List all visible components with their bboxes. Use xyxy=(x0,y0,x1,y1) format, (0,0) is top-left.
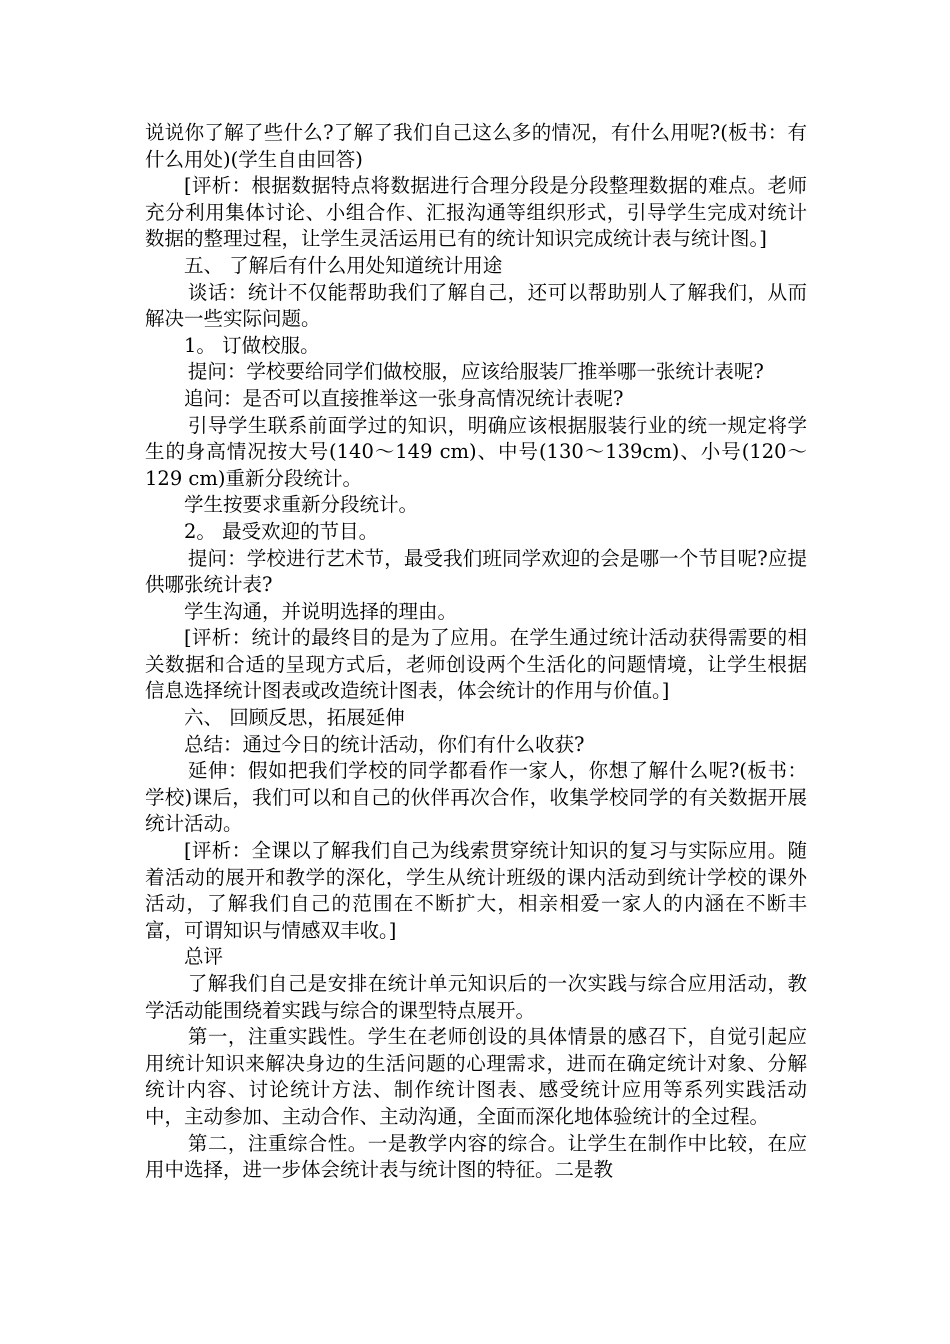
paragraph: 说说你了解了些什么?了解了我们自己这么多的情况，有什么用呢?(板书：有什么用处)(学生自由回答) xyxy=(145,121,807,171)
paragraph: 总结：通过今日的统计活动，你们有什么收获? xyxy=(184,732,585,756)
paragraph: 延伸：假如把我们学校的同学都看作一家人，你想了解什么呢?(板书：学校)课后，我们可以和自己的伙伴再次合作，收集学校同学的有关数据开展统计活动。 xyxy=(145,759,807,836)
section-heading: 六、 回顾反思，拓展延伸 xyxy=(184,706,405,730)
subsection-heading: 2。 最受欢迎的节目。 xyxy=(184,519,379,543)
subsection-heading: 1。 订做校服。 xyxy=(184,333,320,357)
document-page xyxy=(145,120,807,1184)
paragraph: 了解我们自己是安排在统计单元知识后的一次实践与综合应用活动，教学活动能围绕着实践与综合的课型特点展开。 xyxy=(145,972,807,1022)
paragraph: 学生按要求重新分段统计。 xyxy=(184,493,419,517)
paragraph: 提问：学校要给同学们做校服，应该给服装厂推举哪一张统计表呢? xyxy=(187,360,764,384)
paragraph: 第二，注重综合性。一是教学内容的综合。让学生在制作中比较，在应用中选择，进一步体会统计表与统计图的特征。二是教 xyxy=(145,1131,807,1182)
paragraph: [评析：全课以了解我们自己为线索贯穿统计知识的复习与实际应用。随着活动的展开和教学的深化，学生从统计班级的课内活动到统计学校的课外活动，了解我们自己的范围在不断扩大，相亲相爱一家人的内涵在不断丰富，可谓知识与情感双丰收。] xyxy=(145,839,807,942)
paragraph: 追问：是否可以直接推举这一张身高情况统计表呢? xyxy=(184,386,624,410)
paragraph: [评析：根据数据特点将数据进行合理分段是分段整理数据的难点。老师充分利用集体讨论、小组合作、汇报沟通等组织形式，引导学生完成对统计数据的整理过程，让学生灵活运用已有的统计知识完成统计表与统计图。] xyxy=(145,174,807,251)
paragraph: [评析：统计的最终目的是为了应用。在学生通过统计活动获得需要的相关数据和合适的呈现方式后，老师创设两个生活化的问题情境，让学生根据信息选择统计图表或改造统计图表，体会统计的作用与价值。] xyxy=(145,626,807,703)
section-heading: 五、 了解后有什么用处知道统计用途 xyxy=(184,253,503,277)
paragraph: 学生沟通，并说明选择的理由。 xyxy=(184,599,458,623)
paragraph: 提问：学校进行艺术节，最受我们班同学欢迎的会是哪一个节目呢?应提供哪张统计表? xyxy=(145,546,807,597)
paragraph: 引导学生联系前面学过的知识，明确应该根据服装行业的统一规定将学生的身高情况按大号(140～149 cm)、中号(130～139cm)、小号(120～129 cm)重新分段统计。 xyxy=(145,413,807,490)
section-heading: 总评 xyxy=(184,945,224,969)
paragraph: 第一，注重实践性。学生在老师创设的具体情景的感召下，自觉引起应用统计知识来解决身边的生活问题的心理需求，进而在确定统计对象、分解统计内容、讨论统计方法、制作统计图表、感受统计应用等系列实践活动中，主动参加、主动合作、主动沟通，全面而深化地体验统计的全过程。 xyxy=(145,1025,807,1128)
paragraph: 谈话：统计不仅能帮助我们了解自己，还可以帮助别人了解我们，从而解决一些实际问题。 xyxy=(145,280,807,331)
